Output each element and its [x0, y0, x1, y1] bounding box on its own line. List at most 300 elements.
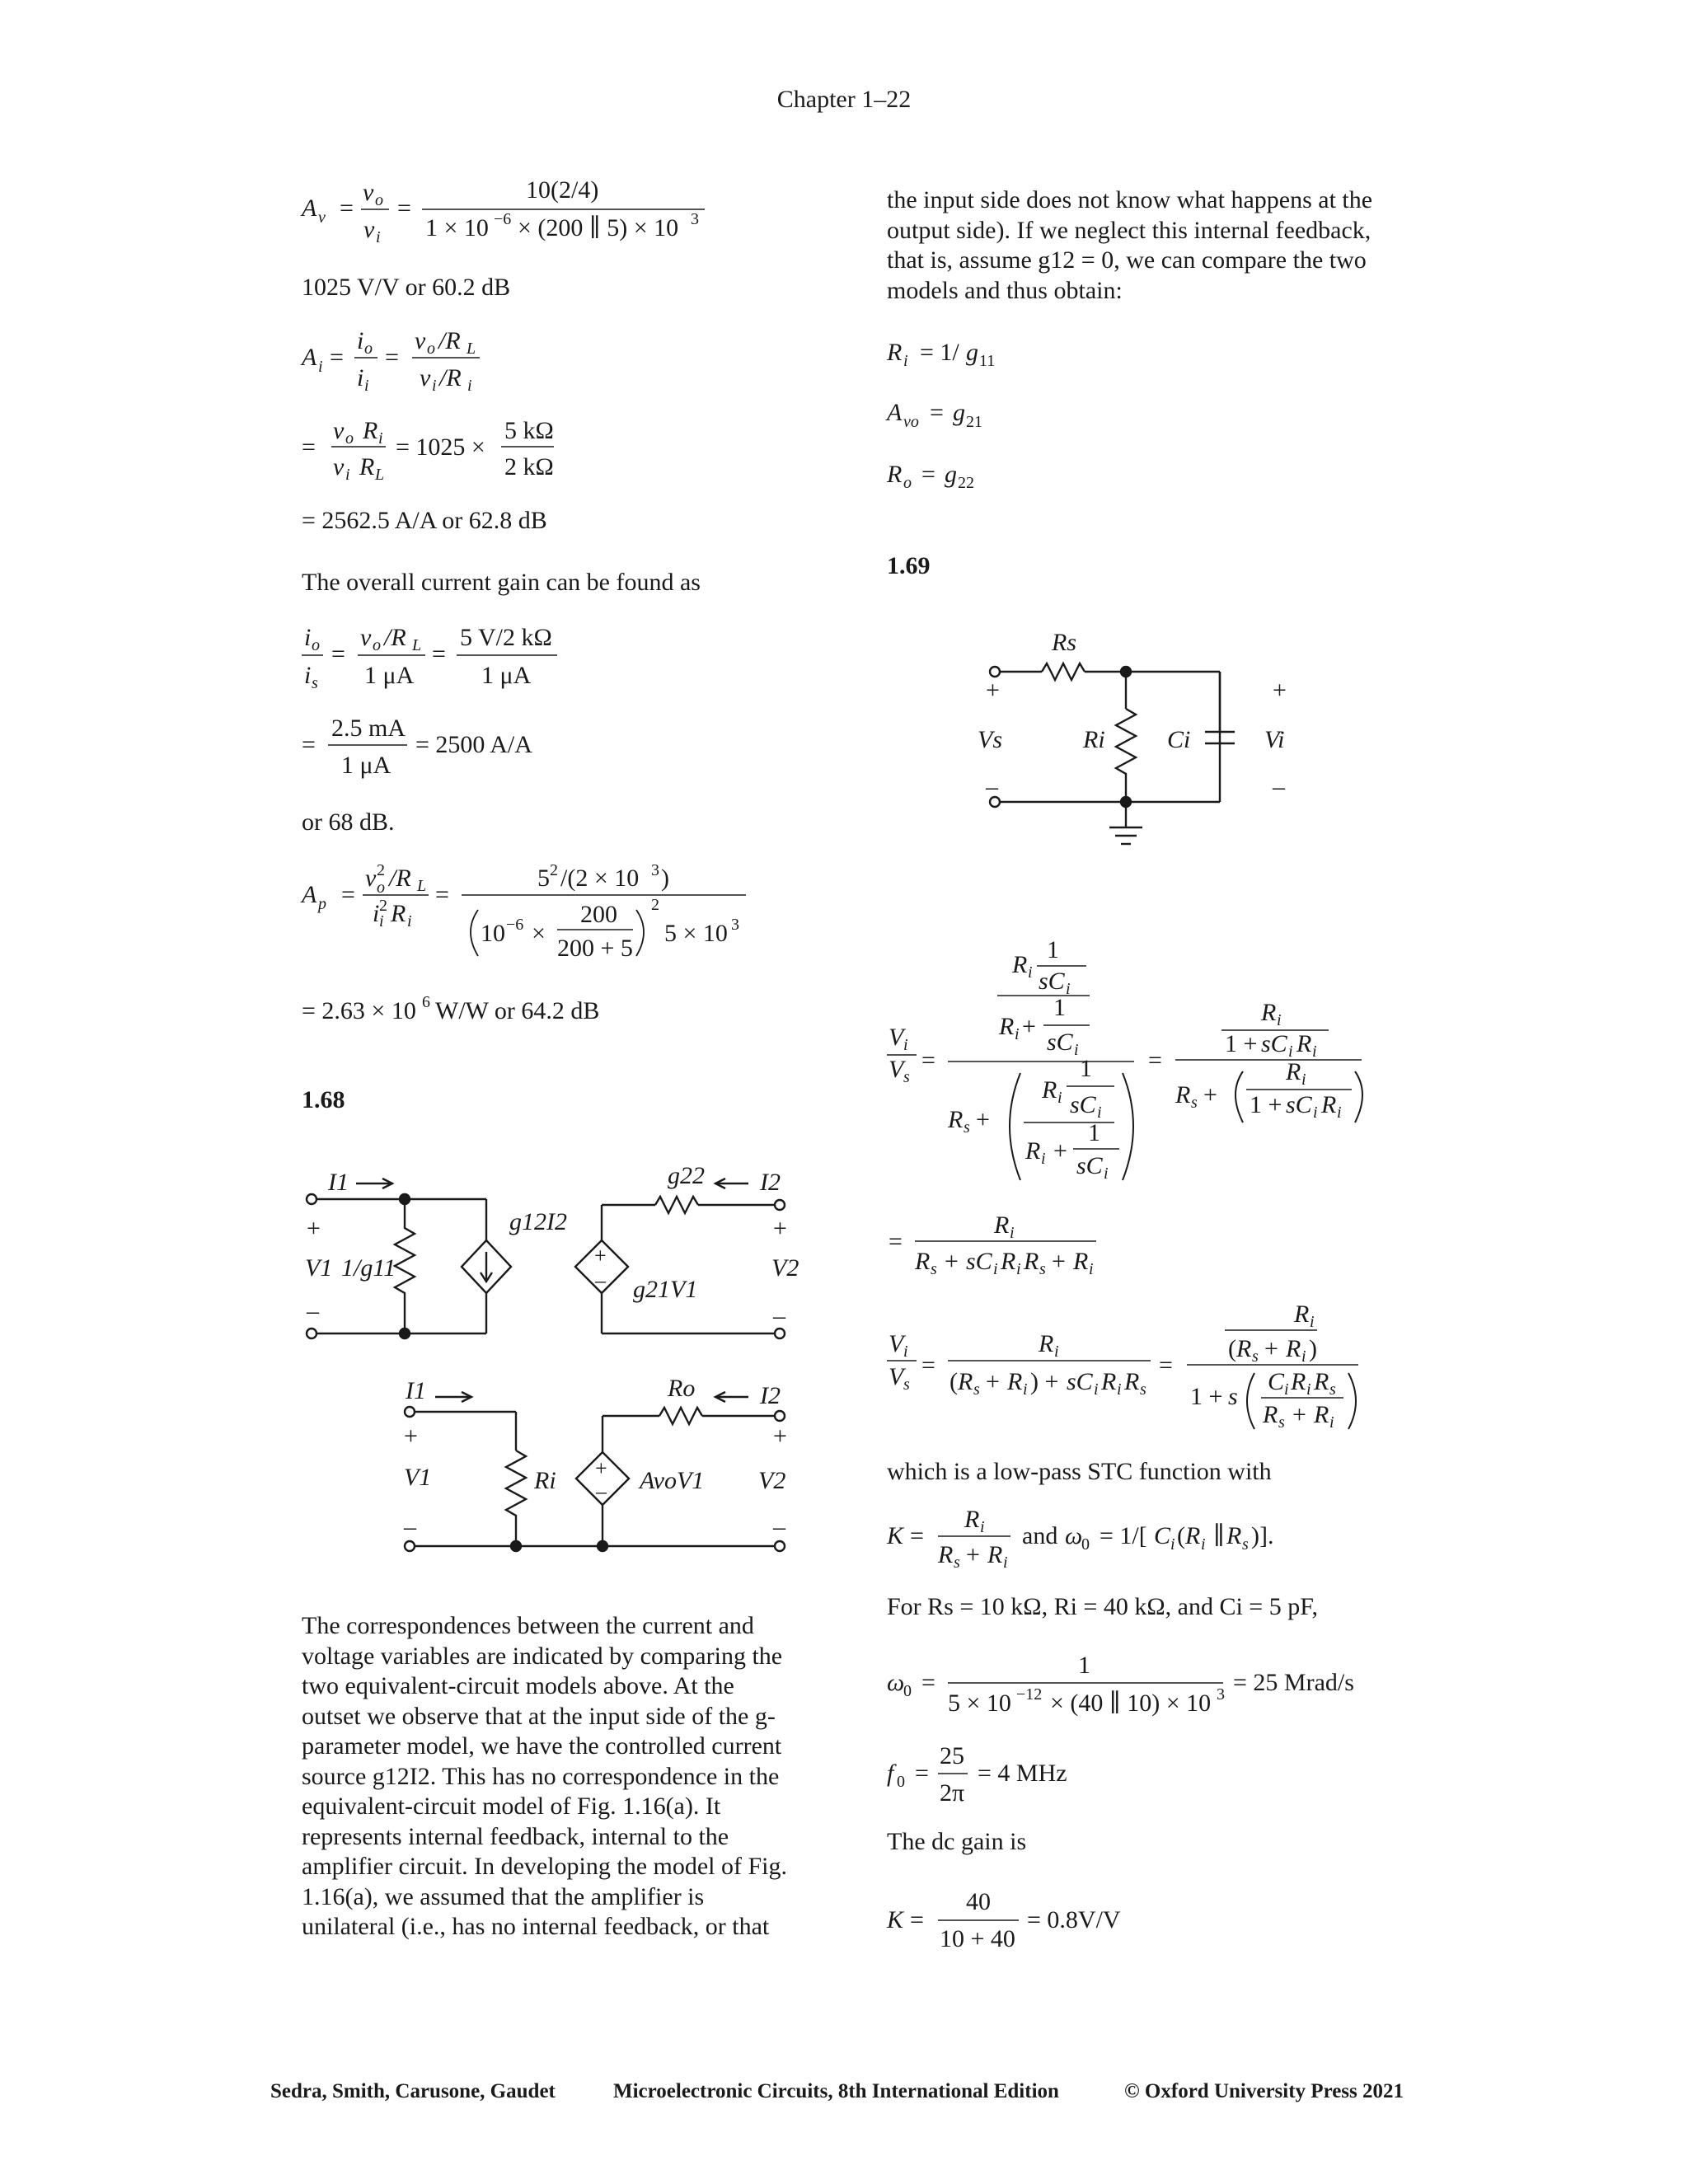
svg-text:i: i	[1117, 1380, 1122, 1399]
svg-text:40: 40	[966, 1888, 991, 1915]
svg-text:g: g	[966, 339, 978, 366]
svg-text:L: L	[467, 340, 476, 358]
label-g12i2: g12I2	[509, 1208, 567, 1235]
svg-text:1 μA: 1 μA	[364, 662, 415, 689]
svg-text:s: s	[931, 1260, 937, 1278]
svg-text:s: s	[973, 1380, 980, 1399]
svg-text:R: R	[1007, 1368, 1023, 1395]
svg-text:i: i	[1288, 1043, 1293, 1061]
svg-text:1: 1	[1080, 1055, 1092, 1082]
svg-text:): )	[661, 865, 669, 892]
svg-text:1 μA: 1 μA	[341, 752, 392, 779]
svg-text:f: f	[887, 1760, 894, 1787]
equation-vi-vs-stc	[887, 1301, 1358, 1432]
svg-text:R: R	[1001, 1248, 1016, 1275]
svg-text:o: o	[375, 191, 383, 209]
svg-text:+: +	[945, 1248, 959, 1275]
svg-text:v: v	[415, 327, 426, 354]
svg-text:ω: ω	[887, 1669, 905, 1696]
svg-text:R: R	[938, 1541, 954, 1568]
svg-text:i: i	[357, 327, 364, 354]
svg-text:R: R	[1042, 1076, 1057, 1104]
svg-text:R: R	[1236, 1335, 1252, 1362]
svg-text:sC: sC	[966, 1248, 992, 1275]
source-plus-b: +	[595, 1456, 607, 1480]
label-plus-v1-b: +	[404, 1422, 418, 1450]
circuit-rc-lowpass	[990, 663, 1235, 844]
svg-text:i: i	[1094, 1380, 1099, 1399]
svg-text:=: =	[889, 1228, 903, 1255]
label-v2-b: V2	[758, 1467, 786, 1494]
svg-text:+: +	[986, 1368, 1000, 1395]
svg-text:1: 1	[1047, 936, 1059, 963]
svg-text:R: R	[1101, 1368, 1117, 1395]
svg-text:V: V	[889, 1363, 904, 1390]
svg-text:R: R	[1175, 1081, 1191, 1108]
svg-text:i: i	[1313, 1104, 1318, 1122]
svg-text:s: s	[1228, 1383, 1238, 1410]
equation-avo-g21	[885, 399, 982, 431]
label-i2: I2	[760, 1169, 781, 1196]
svg-text:=: =	[921, 1047, 935, 1074]
label-rs: Rs	[1052, 629, 1076, 656]
svg-text:i: i	[1097, 1104, 1102, 1122]
equation-ai-step2	[302, 417, 554, 484]
svg-text:i: i	[1057, 1089, 1062, 1107]
svg-text:i: i	[1301, 1347, 1306, 1366]
svg-text:3: 3	[1217, 1685, 1225, 1704]
svg-text:+: +	[1203, 1081, 1217, 1108]
svg-text:sC: sC	[1047, 1029, 1073, 1056]
svg-text:i: i	[1016, 1260, 1021, 1278]
source-minus: –	[595, 1268, 606, 1292]
svg-text:V: V	[889, 1024, 904, 1051]
av-result: 1025 V/V or 60.2 dB	[302, 274, 511, 301]
svg-text:2π: 2π	[940, 1779, 965, 1807]
svg-text:s: s	[1329, 1380, 1336, 1399]
svg-text:=: =	[921, 1352, 935, 1379]
svg-text:o: o	[427, 340, 435, 358]
svg-text:v: v	[333, 453, 345, 480]
svg-text:2: 2	[550, 861, 558, 879]
svg-text:R: R	[915, 1248, 931, 1275]
svg-text:V: V	[889, 1056, 904, 1083]
svg-text:=: =	[331, 640, 345, 668]
ai-result: = 2562.5 A/A or 62.8 dB	[302, 507, 547, 534]
svg-text:3: 3	[691, 210, 699, 228]
svg-text:× (200 ∥ 5) × 10: × (200 ∥ 5) × 10	[518, 214, 679, 241]
label-minus-v2: –	[773, 1302, 785, 1329]
label-plus-vi: +	[1273, 677, 1287, 704]
label-g22: g22	[668, 1162, 705, 1189]
svg-text:i: i	[1041, 1150, 1046, 1168]
label-ri-rc: Ri	[1083, 726, 1105, 753]
svg-text:o: o	[312, 636, 320, 654]
svg-text:1 μA: 1 μA	[481, 662, 532, 689]
svg-text:K: K	[887, 1522, 904, 1549]
label-plus-v2: +	[773, 1215, 787, 1242]
svg-text:i: i	[993, 1260, 998, 1278]
svg-text:i: i	[1337, 1104, 1342, 1122]
svg-text:−6: −6	[506, 916, 524, 934]
svg-text:g: g	[945, 461, 957, 488]
svg-text:/(2 × 10: /(2 × 10	[560, 865, 640, 892]
label-minus-v2-b: –	[773, 1513, 785, 1540]
component-values-text: For Rs = 10 kΩ, Ri = 40 kΩ, and Ci = 5 pF,	[887, 1593, 1318, 1620]
label-plus-vs: +	[986, 677, 1000, 704]
svg-text:i: i	[1003, 1554, 1008, 1572]
svg-text:=: =	[340, 194, 354, 222]
label-i2-b: I2	[760, 1382, 781, 1409]
label-ci: Ci	[1167, 726, 1191, 753]
svg-text:i: i	[1306, 1380, 1311, 1399]
svg-text:s: s	[1252, 1347, 1259, 1366]
svg-text:i: i	[304, 624, 312, 651]
feedback-paragraph: the input side does not know what happens at the output side). If we neglect this internal feedback, that is, assume g12 = 0, we can compare the two models and thus obtain:	[887, 186, 1373, 304]
svg-text:1: 1	[1088, 1119, 1100, 1146]
svg-text:5 V/2 kΩ: 5 V/2 kΩ	[460, 624, 552, 651]
svg-text:+: +	[1292, 1401, 1306, 1428]
svg-text:i: i	[1312, 1043, 1317, 1061]
svg-text:22: 22	[958, 474, 974, 492]
equation-io-is-step2	[302, 715, 532, 779]
svg-text:i: i	[407, 912, 412, 930]
svg-text:W/W or 64.2 dB: W/W or 64.2 dB	[435, 997, 600, 1024]
svg-text:o: o	[377, 879, 385, 897]
svg-text:i: i	[467, 377, 472, 395]
label-avo-v1: AvoV1	[640, 1467, 705, 1494]
svg-text:) +: ) +	[1030, 1368, 1059, 1395]
svg-text:v: v	[318, 209, 326, 227]
svg-text:2: 2	[377, 861, 385, 879]
svg-text:s: s	[1039, 1260, 1046, 1278]
overall-current-text: The overall current gain can be found as	[302, 569, 701, 596]
equation-k-omega	[886, 1506, 1273, 1572]
svg-text:+: +	[1053, 1137, 1067, 1165]
label-v1-b: V1	[404, 1464, 432, 1491]
svg-text:i: i	[980, 1518, 985, 1536]
svg-text:o: o	[345, 429, 354, 448]
equation-vi-vs-full	[887, 936, 1362, 1183]
svg-text:L: L	[412, 636, 422, 654]
svg-text:=: =	[910, 1906, 924, 1933]
label-plus-v1: +	[307, 1215, 321, 1242]
svg-text:=: =	[930, 399, 944, 426]
svg-text:s: s	[954, 1554, 960, 1572]
svg-text:i: i	[1089, 1260, 1094, 1278]
svg-text:=: =	[1148, 1047, 1162, 1074]
svg-text:s: s	[312, 674, 318, 692]
svg-text:R: R	[1025, 1137, 1041, 1165]
svg-text:R: R	[1286, 1335, 1301, 1362]
svg-text:=: =	[302, 434, 316, 461]
svg-text:i: i	[345, 466, 350, 484]
svg-text:A: A	[887, 399, 903, 426]
svg-text:/R: /R	[384, 624, 406, 651]
svg-text:21: 21	[966, 413, 982, 431]
svg-text:i: i	[1010, 1224, 1015, 1242]
svg-text:i: i	[364, 377, 369, 395]
svg-text:=: =	[302, 731, 316, 758]
svg-text:o: o	[373, 636, 381, 654]
section-heading-168: 1.68	[302, 1086, 345, 1113]
svg-text:v: v	[360, 624, 372, 651]
svg-text:s: s	[1191, 1094, 1198, 1112]
svg-text:+: +	[1052, 1248, 1066, 1275]
svg-text:i: i	[1301, 1071, 1306, 1089]
svg-text:i: i	[903, 1036, 908, 1054]
label-vs: Vs	[978, 726, 1002, 753]
svg-text:=: =	[385, 344, 399, 371]
svg-text:R: R	[1294, 1301, 1310, 1328]
svg-text:and: and	[1022, 1522, 1058, 1549]
label-plus-v2-b: +	[773, 1422, 787, 1450]
svg-text:=: =	[910, 1522, 924, 1549]
svg-text:11: 11	[979, 352, 996, 370]
svg-text:R: R	[1039, 1330, 1054, 1357]
svg-text:v: v	[363, 179, 374, 206]
svg-text:i: i	[1310, 1313, 1315, 1331]
label-minus-v1: –	[307, 1297, 319, 1324]
correspondence-paragraph: The correspondences between the current and voltage variables are indicated by comparing the two equivalent-circuit models above. At the outset we observe that at the input side of the g-parameter model, we have the controlled current source g12I2. This has no correspondence in the equivalent-circuit model of Fig. 1.16(a). It represents internal feedback, internal to the amplifier circuit. In developing the model of Fig. 1.16(a), we assumed that the amplifier is unilateral (i.e., has no internal feedback, or that	[302, 1612, 788, 1940]
svg-text:0: 0	[903, 1682, 912, 1700]
source-plus: +	[594, 1244, 607, 1268]
svg-text:/R: /R	[439, 364, 462, 391]
svg-text:i: i	[1170, 1535, 1175, 1554]
svg-text:i: i	[1329, 1413, 1334, 1432]
equation-omega0-value	[887, 1652, 1354, 1717]
svg-text:R: R	[964, 1506, 980, 1533]
svg-text:i: i	[903, 1343, 908, 1361]
svg-text:R: R	[1261, 999, 1277, 1026]
svg-text:sC: sC	[1067, 1368, 1093, 1395]
equation-ap-result	[302, 993, 599, 1024]
equation-io-is	[302, 624, 557, 692]
svg-text:R: R	[1226, 1522, 1242, 1549]
equation-k-dc	[886, 1888, 1121, 1952]
svg-text:5 × 10: 5 × 10	[664, 920, 728, 947]
svg-text:= 1025 ×: = 1025 ×	[396, 434, 485, 461]
footer-authors: Sedra, Smith, Carusone, Gaudet	[270, 2080, 556, 2102]
svg-text:R: R	[887, 339, 903, 366]
svg-text:i: i	[432, 377, 437, 395]
label-vi: Vi	[1264, 726, 1285, 753]
svg-text:i: i	[379, 912, 384, 930]
svg-text:i: i	[376, 228, 381, 246]
svg-text:=: =	[330, 344, 344, 371]
svg-text:25: 25	[940, 1742, 964, 1769]
svg-text:s: s	[1140, 1380, 1146, 1399]
svg-text:=: =	[432, 640, 446, 668]
footer-book: Microelectronic Circuits, 8th International Edition	[613, 2080, 1059, 2102]
svg-text:v: v	[363, 216, 375, 243]
svg-text:i: i	[1284, 1380, 1289, 1399]
svg-text:s: s	[1242, 1535, 1249, 1554]
svg-text:ω: ω	[1065, 1522, 1083, 1549]
svg-text:2: 2	[651, 896, 659, 914]
svg-text:R: R	[987, 1541, 1003, 1568]
svg-text:R: R	[999, 1013, 1015, 1040]
svg-text:R: R	[1263, 1401, 1278, 1428]
svg-text:∥: ∥	[1213, 1522, 1225, 1549]
svg-text:i: i	[373, 900, 380, 927]
svg-text:i: i	[1028, 963, 1033, 982]
svg-text:(: (	[950, 1368, 958, 1395]
svg-text:R: R	[1314, 1401, 1329, 1428]
svg-text:3: 3	[651, 861, 659, 879]
svg-text:A: A	[302, 194, 317, 222]
svg-text:i: i	[1054, 1343, 1059, 1361]
dc-gain-text: The dc gain is	[887, 1828, 1027, 1855]
ios-db-text: or 68 dB.	[302, 808, 395, 836]
svg-text:g: g	[953, 399, 965, 426]
svg-text:sC: sC	[1261, 1030, 1287, 1057]
svg-text:sC: sC	[1286, 1091, 1312, 1118]
svg-text:C: C	[1268, 1368, 1285, 1395]
svg-text:R: R	[1185, 1522, 1201, 1549]
svg-text:+: +	[966, 1541, 980, 1568]
svg-text:1 +: 1 +	[1250, 1091, 1282, 1118]
svg-text:i: i	[1066, 980, 1071, 998]
svg-text:/R: /R	[389, 865, 411, 892]
svg-text:0: 0	[1081, 1535, 1090, 1554]
svg-text:i: i	[304, 662, 312, 689]
svg-text:R: R	[994, 1212, 1010, 1239]
svg-text:10 + 40: 10 + 40	[940, 1925, 1015, 1952]
svg-text:v: v	[365, 865, 377, 892]
svg-text:= 2500 A/A: = 2500 A/A	[415, 731, 532, 758]
svg-text:=: =	[915, 1760, 929, 1787]
equation-ro-g22	[886, 461, 974, 492]
svg-text:i: i	[1015, 1025, 1020, 1043]
svg-text:(: (	[1177, 1522, 1185, 1549]
lowpass-text: which is a low-pass STC function with	[887, 1458, 1272, 1485]
svg-text:V: V	[889, 1330, 904, 1357]
svg-text:)].: )].	[1251, 1522, 1274, 1549]
equation-f0	[887, 1742, 1067, 1807]
svg-text:× (40 ∥ 10) × 10: × (40 ∥ 10) × 10	[1050, 1690, 1212, 1717]
svg-text:200: 200	[580, 901, 617, 928]
svg-text:R: R	[958, 1368, 973, 1395]
equation-ai	[300, 327, 480, 395]
label-ri-b: Ri	[534, 1467, 556, 1494]
svg-text:i: i	[903, 352, 908, 370]
label-v2: V2	[771, 1254, 799, 1282]
label-g21v1: g21V1	[633, 1276, 698, 1303]
svg-text:= 1/: = 1/	[920, 339, 959, 366]
svg-text:A: A	[302, 881, 317, 908]
svg-text:i: i	[1201, 1535, 1206, 1554]
svg-text:10: 10	[481, 920, 505, 947]
svg-text:2 kΩ: 2 kΩ	[504, 453, 554, 480]
svg-text:(: (	[1228, 1335, 1236, 1362]
svg-text:10(2/4): 10(2/4)	[526, 176, 599, 204]
svg-text:R: R	[363, 417, 378, 444]
svg-text:i: i	[1023, 1380, 1028, 1399]
svg-text:= 4 MHz: = 4 MHz	[978, 1760, 1067, 1787]
svg-text:s: s	[1278, 1413, 1285, 1432]
svg-text:R: R	[1296, 1030, 1312, 1057]
svg-text:=: =	[341, 881, 355, 908]
svg-text:p: p	[318, 895, 326, 913]
svg-text:sC: sC	[1039, 968, 1065, 995]
svg-text:C: C	[1154, 1522, 1171, 1549]
label-i1: I1	[328, 1169, 349, 1196]
svg-text:i: i	[318, 358, 323, 376]
label-1-over-g11: 1/g11	[341, 1254, 396, 1282]
svg-text:−12: −12	[1016, 1685, 1043, 1704]
page-header: Chapter 1–22	[776, 86, 912, 113]
svg-text:s: s	[964, 1118, 970, 1137]
svg-text:o: o	[903, 474, 912, 492]
svg-text:=: =	[921, 461, 935, 488]
svg-text:v: v	[333, 417, 345, 444]
footer-copyright: © Oxford University Press 2021	[1124, 2080, 1404, 2102]
svg-text:sC: sC	[1070, 1091, 1096, 1118]
svg-text:sC: sC	[1076, 1152, 1103, 1179]
svg-text:1 +: 1 +	[1190, 1383, 1223, 1410]
svg-text:200 + 5: 200 + 5	[557, 935, 633, 962]
svg-text:L: L	[417, 877, 427, 895]
label-v1: V1	[305, 1254, 333, 1282]
label-minus-vs: –	[986, 773, 998, 800]
svg-text:R: R	[1291, 1368, 1306, 1395]
svg-text:+: +	[1022, 1013, 1036, 1040]
svg-text:s: s	[903, 1376, 910, 1394]
svg-text:+: +	[1264, 1335, 1278, 1362]
svg-text:R: R	[391, 900, 406, 927]
svg-text:K: K	[887, 1906, 904, 1933]
svg-text:R: R	[1024, 1248, 1039, 1275]
svg-text:= 2.63 × 10: = 2.63 × 10	[302, 997, 416, 1024]
svg-text:): )	[1309, 1335, 1317, 1362]
svg-text:−6: −6	[494, 210, 512, 228]
equation-ri-g11	[886, 339, 995, 370]
svg-text:A: A	[302, 344, 317, 371]
equation-ap	[300, 861, 746, 962]
svg-text:L: L	[375, 466, 385, 484]
svg-text:= 0.8V/V: = 0.8V/V	[1027, 1906, 1121, 1933]
svg-text:R: R	[1321, 1091, 1337, 1118]
svg-text:3: 3	[731, 916, 739, 934]
svg-text:vo: vo	[903, 413, 919, 431]
svg-text:6: 6	[422, 993, 430, 1011]
svg-text:=: =	[921, 1669, 935, 1696]
svg-text:5 × 10: 5 × 10	[948, 1690, 1011, 1717]
svg-text:s: s	[903, 1068, 910, 1086]
svg-text:R: R	[887, 461, 903, 488]
label-minus-vi: –	[1273, 773, 1285, 800]
svg-text:R: R	[1073, 1248, 1089, 1275]
svg-text:R: R	[1314, 1368, 1329, 1395]
svg-text:i: i	[357, 364, 364, 391]
svg-text:=: =	[1159, 1352, 1173, 1379]
label-i1-b: I1	[406, 1377, 426, 1404]
label-ro: Ro	[668, 1375, 696, 1402]
svg-text:×: ×	[532, 920, 546, 947]
svg-text:/R: /R	[438, 327, 461, 354]
svg-text:2.5 mA: 2.5 mA	[331, 715, 406, 742]
svg-text:R: R	[948, 1106, 964, 1133]
section-heading-169: 1.69	[887, 552, 931, 579]
svg-text:i: i	[1074, 1041, 1079, 1059]
svg-text:5 kΩ: 5 kΩ	[504, 417, 554, 444]
label-minus-v1-b: –	[404, 1513, 416, 1540]
svg-text:1: 1	[1053, 994, 1066, 1021]
svg-text:R: R	[1286, 1058, 1301, 1085]
source-minus-b: –	[596, 1479, 607, 1503]
svg-text:1: 1	[1078, 1652, 1090, 1679]
